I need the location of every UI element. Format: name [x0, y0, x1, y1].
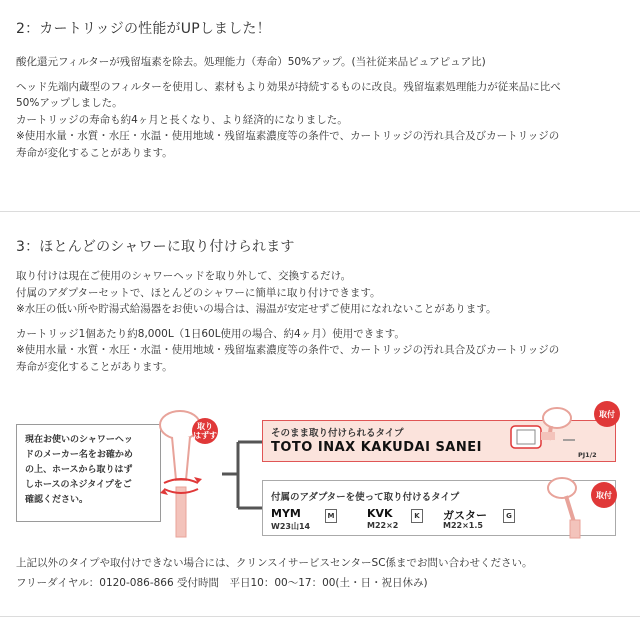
- adapter-fit-illustration: [540, 472, 600, 542]
- adapter-gaster-thread: M22×1.5: [443, 521, 483, 530]
- footer-line: フリーダイヤル：0120-086-866 受付時間 平日10：00～17：00(土・日・祝日休み): [16, 577, 428, 589]
- callout-line: しホースのネジタイプをご: [25, 480, 132, 490]
- adapter-gaster-icon: G: [503, 509, 515, 523]
- section-2-line: カートリッジの寿命も約4ヶ月と長くなり、より経済的になりました。: [16, 113, 348, 126]
- section-2-line: 寿命が変化することがあります。: [16, 146, 173, 159]
- section-2-heading: 2：カートリッジの性能がUPしました！: [16, 21, 271, 37]
- connector-lines: [222, 438, 264, 513]
- section-2-line: 50%アップしました。: [16, 97, 123, 109]
- section-2-body: [16, 54, 628, 161]
- section-3-line: [16, 318, 628, 326]
- direct-fit-badge: 取付: [594, 401, 620, 427]
- section-3: [16, 236, 628, 256]
- adapter-kvk-thread: M22×2: [367, 521, 399, 530]
- adapter-fit-title: 付属のアダプターを使って取り付けるタイプ: [271, 492, 460, 503]
- direct-fit-title: そのまま取り付けられるタイプ: [271, 428, 404, 439]
- adapter-mym-name: MYM: [271, 507, 301, 520]
- section-3-line: 取り付けは現在ご使用のシャワーヘッドを取り外して、交換するだけ。: [16, 270, 352, 282]
- adapter-mym-thread: W23山14: [271, 522, 311, 531]
- adapter-mym-icon: M: [325, 509, 337, 523]
- section-3-line: ※水圧の低い所や貯湯式給湯器をお使いの場合は、湯温が安定せずご使用になれないことがあります。: [16, 303, 497, 315]
- callout-line: 現在お使いのシャワーヘッ: [25, 435, 133, 445]
- adapter-gaster-name: ガスター: [443, 509, 487, 522]
- section-3-body: [16, 268, 628, 375]
- section-3-heading: 3：ほとんどのシャワーに取り付けられます: [16, 239, 295, 255]
- adapter-kvk-name: KVK: [367, 507, 393, 520]
- section-2: [16, 18, 628, 38]
- footer-note: [16, 553, 628, 593]
- section-2-line: ※使用水量・水質・水圧・水温・使用地域・残留塩素濃度等の条件で、カートリッジの汚れ具合及びカートリッジの: [16, 130, 560, 142]
- bottom-divider: [0, 616, 640, 617]
- section-3-line: 寿命が変化することがあります。: [16, 360, 173, 373]
- section-2-line: [16, 71, 628, 79]
- shower-head-illustration: [150, 405, 230, 540]
- instruction-callout: [16, 424, 161, 522]
- adapter-kvk-icon: K: [411, 509, 423, 523]
- section-divider: [0, 211, 640, 212]
- callout-line: の上、ホースから取りはず: [25, 465, 133, 475]
- section-2-line: 酸化還元フィルターが残留塩素を除去。処理能力（寿命）50%アップ。(当社従来品ピュアピュア比): [16, 56, 486, 68]
- section-3-line: カートリッジ1個あたり約8,000L（1日60L使用の場合、約4ヶ月）使用できます。: [16, 327, 405, 340]
- footer-line: 上記以外のタイプや取付けできない場合には、クリンスイサービスセンターSC係までお問い合わせください。: [16, 557, 533, 569]
- section-2-line: ヘッド先端内蔵型のフィルターを使用し、素材もより効果が持続するものに改良。残留塩素処理能力が従来品に比べ: [16, 80, 561, 93]
- direct-fit-brands: TOTO INAX KAKUDAI SANEI: [271, 440, 482, 455]
- direct-fit-part-label: PJ1/2: [578, 451, 597, 459]
- section-3-line: ※使用水量・水質・水圧・水温・使用地域・残留塩素濃度等の条件で、カートリッジの汚れ具合及びカートリッジの: [16, 344, 560, 356]
- adapter-fit-badge: 取付: [591, 482, 617, 508]
- callout-line: ドのメーカー名をお確かめ: [25, 450, 133, 460]
- section-3-line: 付属のアダプターセットで、ほとんどのシャワーに簡単に取り付けできます。: [16, 286, 381, 299]
- callout-line: 確認ください。: [25, 495, 89, 505]
- remove-badge: 取り はずす: [192, 418, 218, 444]
